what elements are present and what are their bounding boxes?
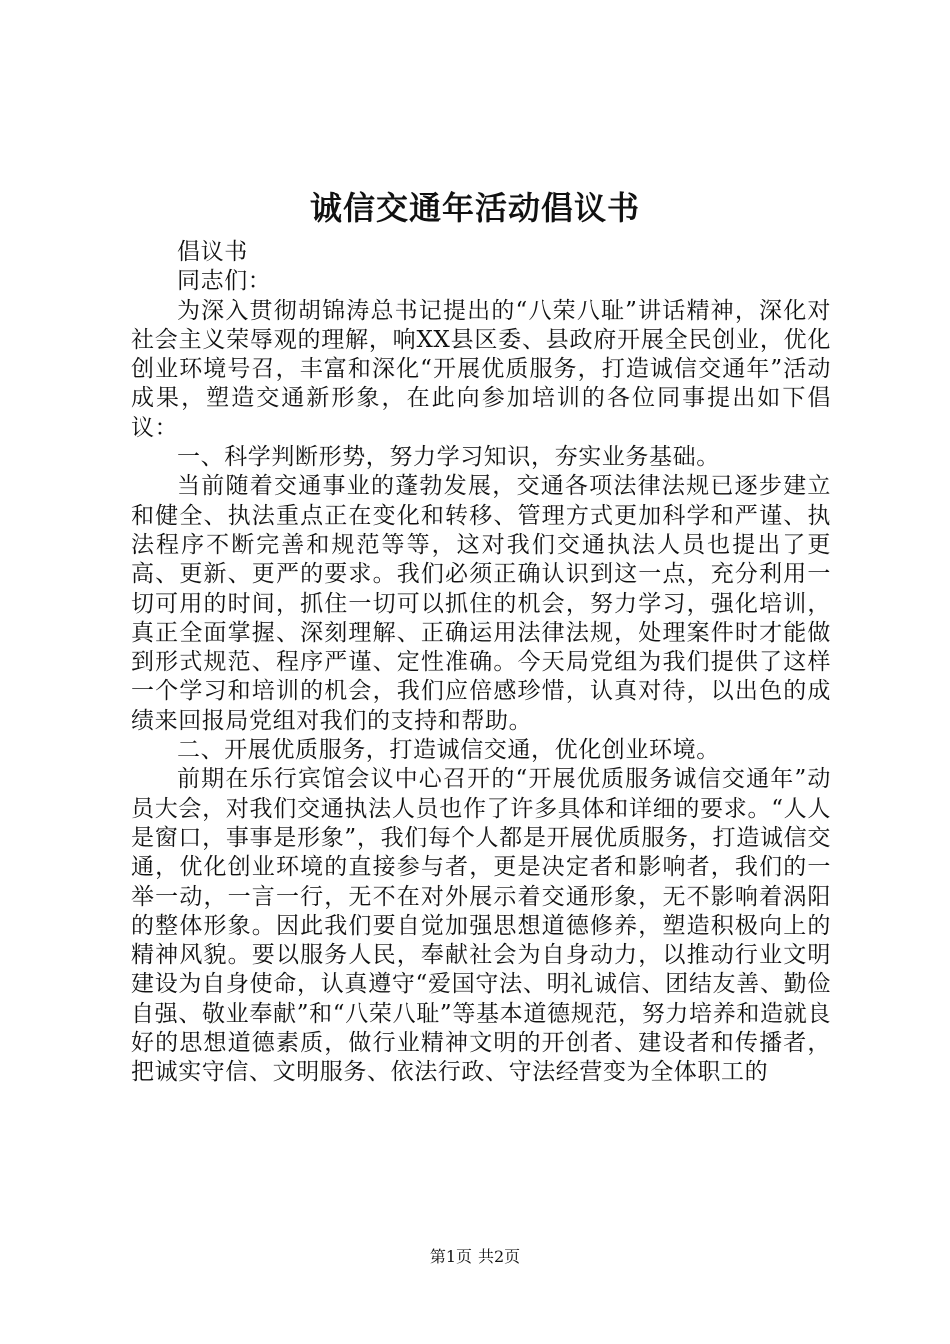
page-number: 第1页 — [429, 1247, 472, 1266]
paragraph: 同志们： — [177, 268, 272, 295]
paragraph: 为深入贯彻胡锦涛总书记提出的“八荣八耻”讲话精神，深化对社会主义荣辱观的理解，响XX县区委、县政府开展全民创业，优化创业环境号召，丰富和深化“开展优质服务，打造诚信交通年”活动成果，塑造交通新形象，在此向参加培训的各位同事提出如下倡议： — [131, 297, 831, 441]
page-total: 共2页 — [478, 1247, 521, 1266]
section-heading: 一、科学判断形势，努力学习知识，夯实业务基础。 — [177, 444, 720, 471]
section-heading: 二、开展优质服务，打造诚信交通，优化创业环境。 — [177, 737, 720, 764]
page-footer — [0, 1247, 950, 1267]
paragraph: 倡议书 — [177, 239, 248, 265]
paragraph: 前期在乐行宾馆会议中心召开的“开展优质服务诚信交通年”动员大会，对我们交通执法人员也作了许多具体和详细的要求。“人人是窗口，事事是形象”，我们每个人都是开展优质服务，打造诚信交通，优化创业环境的直接参与者，更是决定者和影响者，我们的一举一动，一言一行，无不在对外展示着交通形象，无不影响着涡阳的整体形象。因此我们要自觉加强思想道德修养，塑造积极向上的精神风貌。要以服务人民，奉献社会为自身动力，以推动行业文明建设为自身使命，认真遵守“爱国守法、明礼诚信、团结友善、勤俭自强、敬业奉献”和“八荣八耻”等基本道德规范，努力培养和造就良好的思想道德素质，做行业精神文明的开创者、建设者和传播者，把诚实守信、文明服务、依法行政、守法经营变为全体职工的 — [131, 766, 831, 1086]
document-body — [131, 238, 831, 1088]
paragraph: 当前随着交通事业的蓬勃发展，交通各项法律法规已逐步建立和健全、执法重点正在变化和转移、管理方式更加科学和严谨、执法程序不断完善和规范等等，这对我们交通执法人员也提出了更高、更新、更严的要求。我们必须正确认识到这一点，充分利用一切可用的时间，抓住一切可以抓住的机会，努力学习，强化培训，真正全面掌握、深刻理解、正确运用法律法规，处理案件时才能做到形式规范、程序严谨、定性准确。今天局党组为我们提供了这样一个学习和培训的机会，我们应倍感珍惜，认真对待，以出色的成绩来回报局党组对我们的支持和帮助。 — [131, 473, 831, 734]
document-title: 诚信交通年活动倡议书 — [309, 189, 640, 227]
